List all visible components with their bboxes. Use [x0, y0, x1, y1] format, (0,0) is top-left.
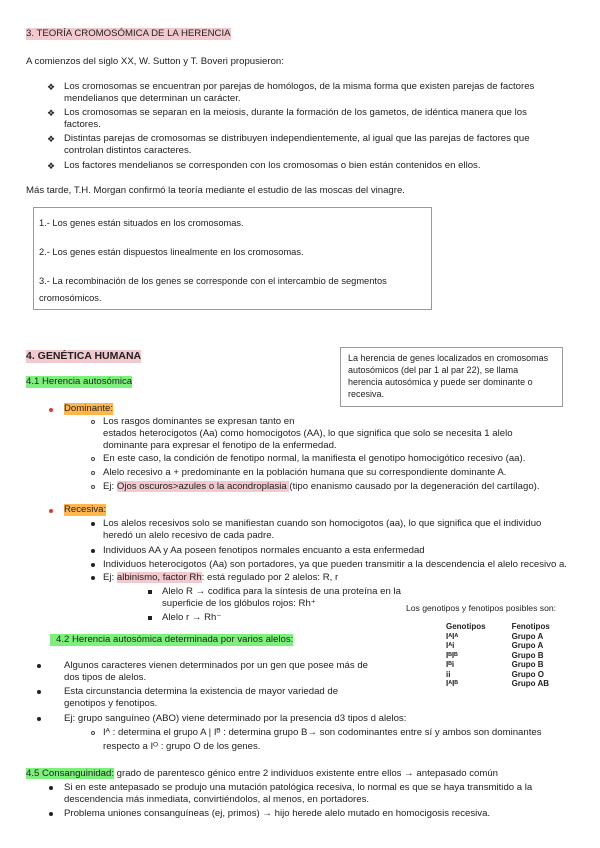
- table-row: [446, 632, 556, 642]
- table-row: [446, 651, 556, 661]
- conclusion-2: 2.- Los genes están dispuestos linealmente en los cromosomas.: [39, 247, 304, 257]
- diamond-bullet-icon: ❖: [47, 108, 56, 118]
- theory-item-cont: controlan distintos caracteres.: [64, 145, 192, 156]
- genotype-cell: IᴬIᴮ: [446, 679, 458, 688]
- table-body: [446, 632, 556, 689]
- theory-item: Los cromosomas se encuentran por parejas de homólogos, de la misma forma que existen parejas de factores: [64, 81, 535, 92]
- multi-allele-item: Algunos caracteres vienen determinados por un gen que posee más de: [64, 660, 368, 671]
- bullet-icon: [91, 522, 95, 526]
- example-suffix: : está regulado por 2 alelos: R, r: [201, 572, 339, 583]
- genotype-cell: Iᴬi: [446, 641, 455, 650]
- multi-allele-item: Ej: grupo sanguíneo (ABO) viene determinado por la presencia d3 tipos d alelos:: [64, 713, 407, 724]
- recesiva-item: Los alelos recesivos solo se manifiestan cuando son homocigotos (aa), lo que significa que el individuo: [103, 518, 542, 529]
- recesiva-label: Recesiva:: [64, 504, 107, 515]
- morgan-text: Más tarde, T.H. Morgan confirmó la teoría mediante el estudio de las moscas del vinagre.: [26, 185, 405, 196]
- bullet-icon: [37, 664, 41, 668]
- genotype-cell: ii: [446, 669, 451, 679]
- bullet-icon: [49, 812, 53, 816]
- circle-bullet-icon: [91, 485, 95, 489]
- note-line: herencia autosómica y puede ser dominante o: [348, 377, 533, 387]
- table-row: [446, 670, 556, 680]
- example-suffix: (tipo enanismo causado por la degeneración del cartílago).: [289, 481, 540, 492]
- subsection-4-5-label: 4.5 Consanguinidad:: [26, 768, 115, 779]
- rh-allele-item: Alelo r → Rh⁻: [162, 612, 222, 623]
- genotype-cell: IᴮIᴮ: [446, 650, 458, 660]
- dominante-item-cont: dominante para expresar el fenotipo de la enfermedad.: [103, 440, 337, 451]
- conclusion-3-cont: cromosómicos.: [39, 293, 102, 303]
- dominante-item: Los rasgos dominantes se expresan tanto en: [103, 416, 295, 427]
- note-line: recesiva.: [348, 389, 385, 399]
- theory-item: Los factores mendelianos se corresponden con los cromosomas o bien están contenidos en ellos.: [64, 160, 481, 171]
- column-header: Genotipos: [446, 622, 486, 631]
- bullet-icon: [49, 509, 53, 513]
- table-row: [446, 641, 556, 651]
- phenotype-cell: Grupo B: [511, 660, 544, 669]
- consang-item: Problema uniones consanguíneas (ej, primos) → hijo herede alelo mutado en homocigosis recesiva.: [64, 808, 491, 819]
- note-line: La herencia de genes localizados en cromosomas: [348, 353, 549, 363]
- square-bullet-icon: [148, 590, 152, 594]
- genotype-cell: Iᴮi: [446, 660, 455, 669]
- circle-bullet-icon: [91, 731, 95, 735]
- recesiva-item-cont: heredó un alelo recesivo de cada padre.: [103, 530, 275, 541]
- note-line: autosómicos (del par 1 al par 22), se llama: [348, 365, 519, 375]
- bullet-icon: [91, 549, 95, 553]
- diamond-bullet-icon: ❖: [47, 161, 56, 171]
- example-prefix: Ej:: [103, 481, 117, 492]
- recesiva-item: Individuos heterocigotos (Aa) son portadores, ya que pueden transmitir a la descendencia el alelo recesivo a.: [103, 559, 567, 570]
- dominante-example: [103, 481, 540, 493]
- genotype-cell: IᴬIᴬ: [446, 631, 459, 641]
- bullet-icon: [49, 786, 53, 790]
- consang-item-cont: descendencia más inmediata, convirtiéndolos, al menos, en portadores.: [64, 794, 370, 805]
- example-prefix: Ej:: [103, 572, 117, 583]
- table-row: [446, 660, 556, 670]
- rh-allele-item: Alelo R → codifica para la síntesis de una proteína en la: [162, 586, 401, 597]
- phenotype-cell: Grupo AB: [511, 679, 550, 688]
- multi-allele-item-cont: dos tipos de alelos.: [64, 672, 147, 683]
- theory-item: Distintas parejas de cromosomas se distribuyen independientemente, al igual que las parejas de factores que: [64, 133, 530, 144]
- theory-item-cont: factores.: [64, 119, 101, 130]
- conclusion-3: 3.- La recombinación de los genes se corresponde con el intercambio de segmentos: [39, 276, 387, 286]
- theory-item: Los cromosomas se separan en la meiosis, durante la formación de los gametos, de idéntica manera que los: [64, 107, 527, 118]
- subsection-4-2: 4.2 Herencia autosómica determinada por varios alelos:: [50, 634, 293, 646]
- phenotype-cell: Grupo O: [511, 669, 545, 679]
- circle-bullet-icon: [91, 420, 95, 424]
- dominante-item: En este caso, la condición de fenotipo normal, la manifiesta el genotipo homocigótico recesivo (aa).: [103, 453, 526, 464]
- dominante-label: Dominante:: [64, 403, 114, 414]
- section-3-intro: A comienzos del siglo XX, W. Sutton y T. Boveri propusieron:: [26, 56, 284, 67]
- square-bullet-icon: [148, 616, 152, 620]
- subsection-4-5-text: grado de parentesco génico entre 2 individuos existente entre ellos → antepasado común: [114, 768, 499, 779]
- bullet-icon: [49, 408, 53, 412]
- phenotype-cell: Grupo A: [511, 631, 544, 641]
- blood-group-table: [406, 603, 576, 689]
- conclusions-box: [33, 207, 432, 310]
- section-4-heading: 4. GENÉTICA HUMANA: [26, 350, 142, 362]
- phenotype-cell: Grupo B: [511, 650, 544, 660]
- example-highlight: Ojos oscuros>azules o la acondroplasia: [116, 481, 290, 492]
- subsection-4-1: 4.1 Herencia autosómica: [26, 376, 133, 387]
- abo-allele-detail: Iᴬ : determina el grupo A | Iᴮ : determina grupo B→ son codominantes entre sí y ambos son dominantes: [103, 727, 542, 738]
- bullet-icon: [37, 690, 41, 694]
- genotype-table: [446, 622, 556, 689]
- bullet-icon: [91, 563, 95, 567]
- column-header: Fenotipos: [511, 622, 550, 631]
- table-header-row: [446, 622, 556, 632]
- autosomal-note-box: [340, 347, 563, 407]
- dominante-item-cont: estados heterocigotos (Aa) como homocigotos (AA), lo que significa que solo se necesita 1 alelo: [103, 428, 513, 439]
- conclusion-1: 1.- Los genes están situados en los cromosomas.: [39, 218, 244, 228]
- table-row: [446, 679, 556, 689]
- multi-allele-item: Esta circunstancia determina la existencia de mayor variedad de: [64, 686, 339, 697]
- dominante-item: Alelo recesivo a + predominante en la población humana que su correspondiente dominante A.: [103, 467, 507, 478]
- example-highlight: albinismo, factor Rh: [116, 572, 202, 583]
- bullet-icon: [91, 576, 95, 580]
- circle-bullet-icon: [91, 457, 95, 461]
- bullet-icon: [37, 717, 41, 721]
- diamond-bullet-icon: ❖: [47, 82, 56, 92]
- rh-allele-item-cont: superficie de los glóbulos rojos: Rh⁺: [162, 598, 316, 609]
- diamond-bullet-icon: ❖: [47, 134, 56, 144]
- abo-allele-detail-cont: respecto a Iᴼ : grupo O de los genes.: [103, 741, 261, 752]
- multi-allele-item-cont: genotipos y fenotipos.: [64, 698, 158, 709]
- phenotype-cell: Grupo A: [511, 641, 544, 650]
- subsection-4-5: [26, 768, 498, 780]
- theory-item-cont: mendelianos que determinan un carácter.: [64, 93, 241, 104]
- consang-item: Si en este antepasado se produjo una mutación patológica recesiva, lo normal es que se haya transmitido a la: [64, 782, 533, 793]
- recesiva-example: [103, 572, 338, 584]
- section-3-heading: 3. TEORÍA CROMOSÓMICA DE LA HERENCIA: [26, 28, 231, 39]
- recesiva-item: Individuos AA y Aa poseen fenotipos normales encuanto a esta enfermedad: [103, 545, 425, 556]
- circle-bullet-icon: [91, 471, 95, 475]
- table-title: Los genotipos y fenotipos posibles son:: [406, 603, 557, 613]
